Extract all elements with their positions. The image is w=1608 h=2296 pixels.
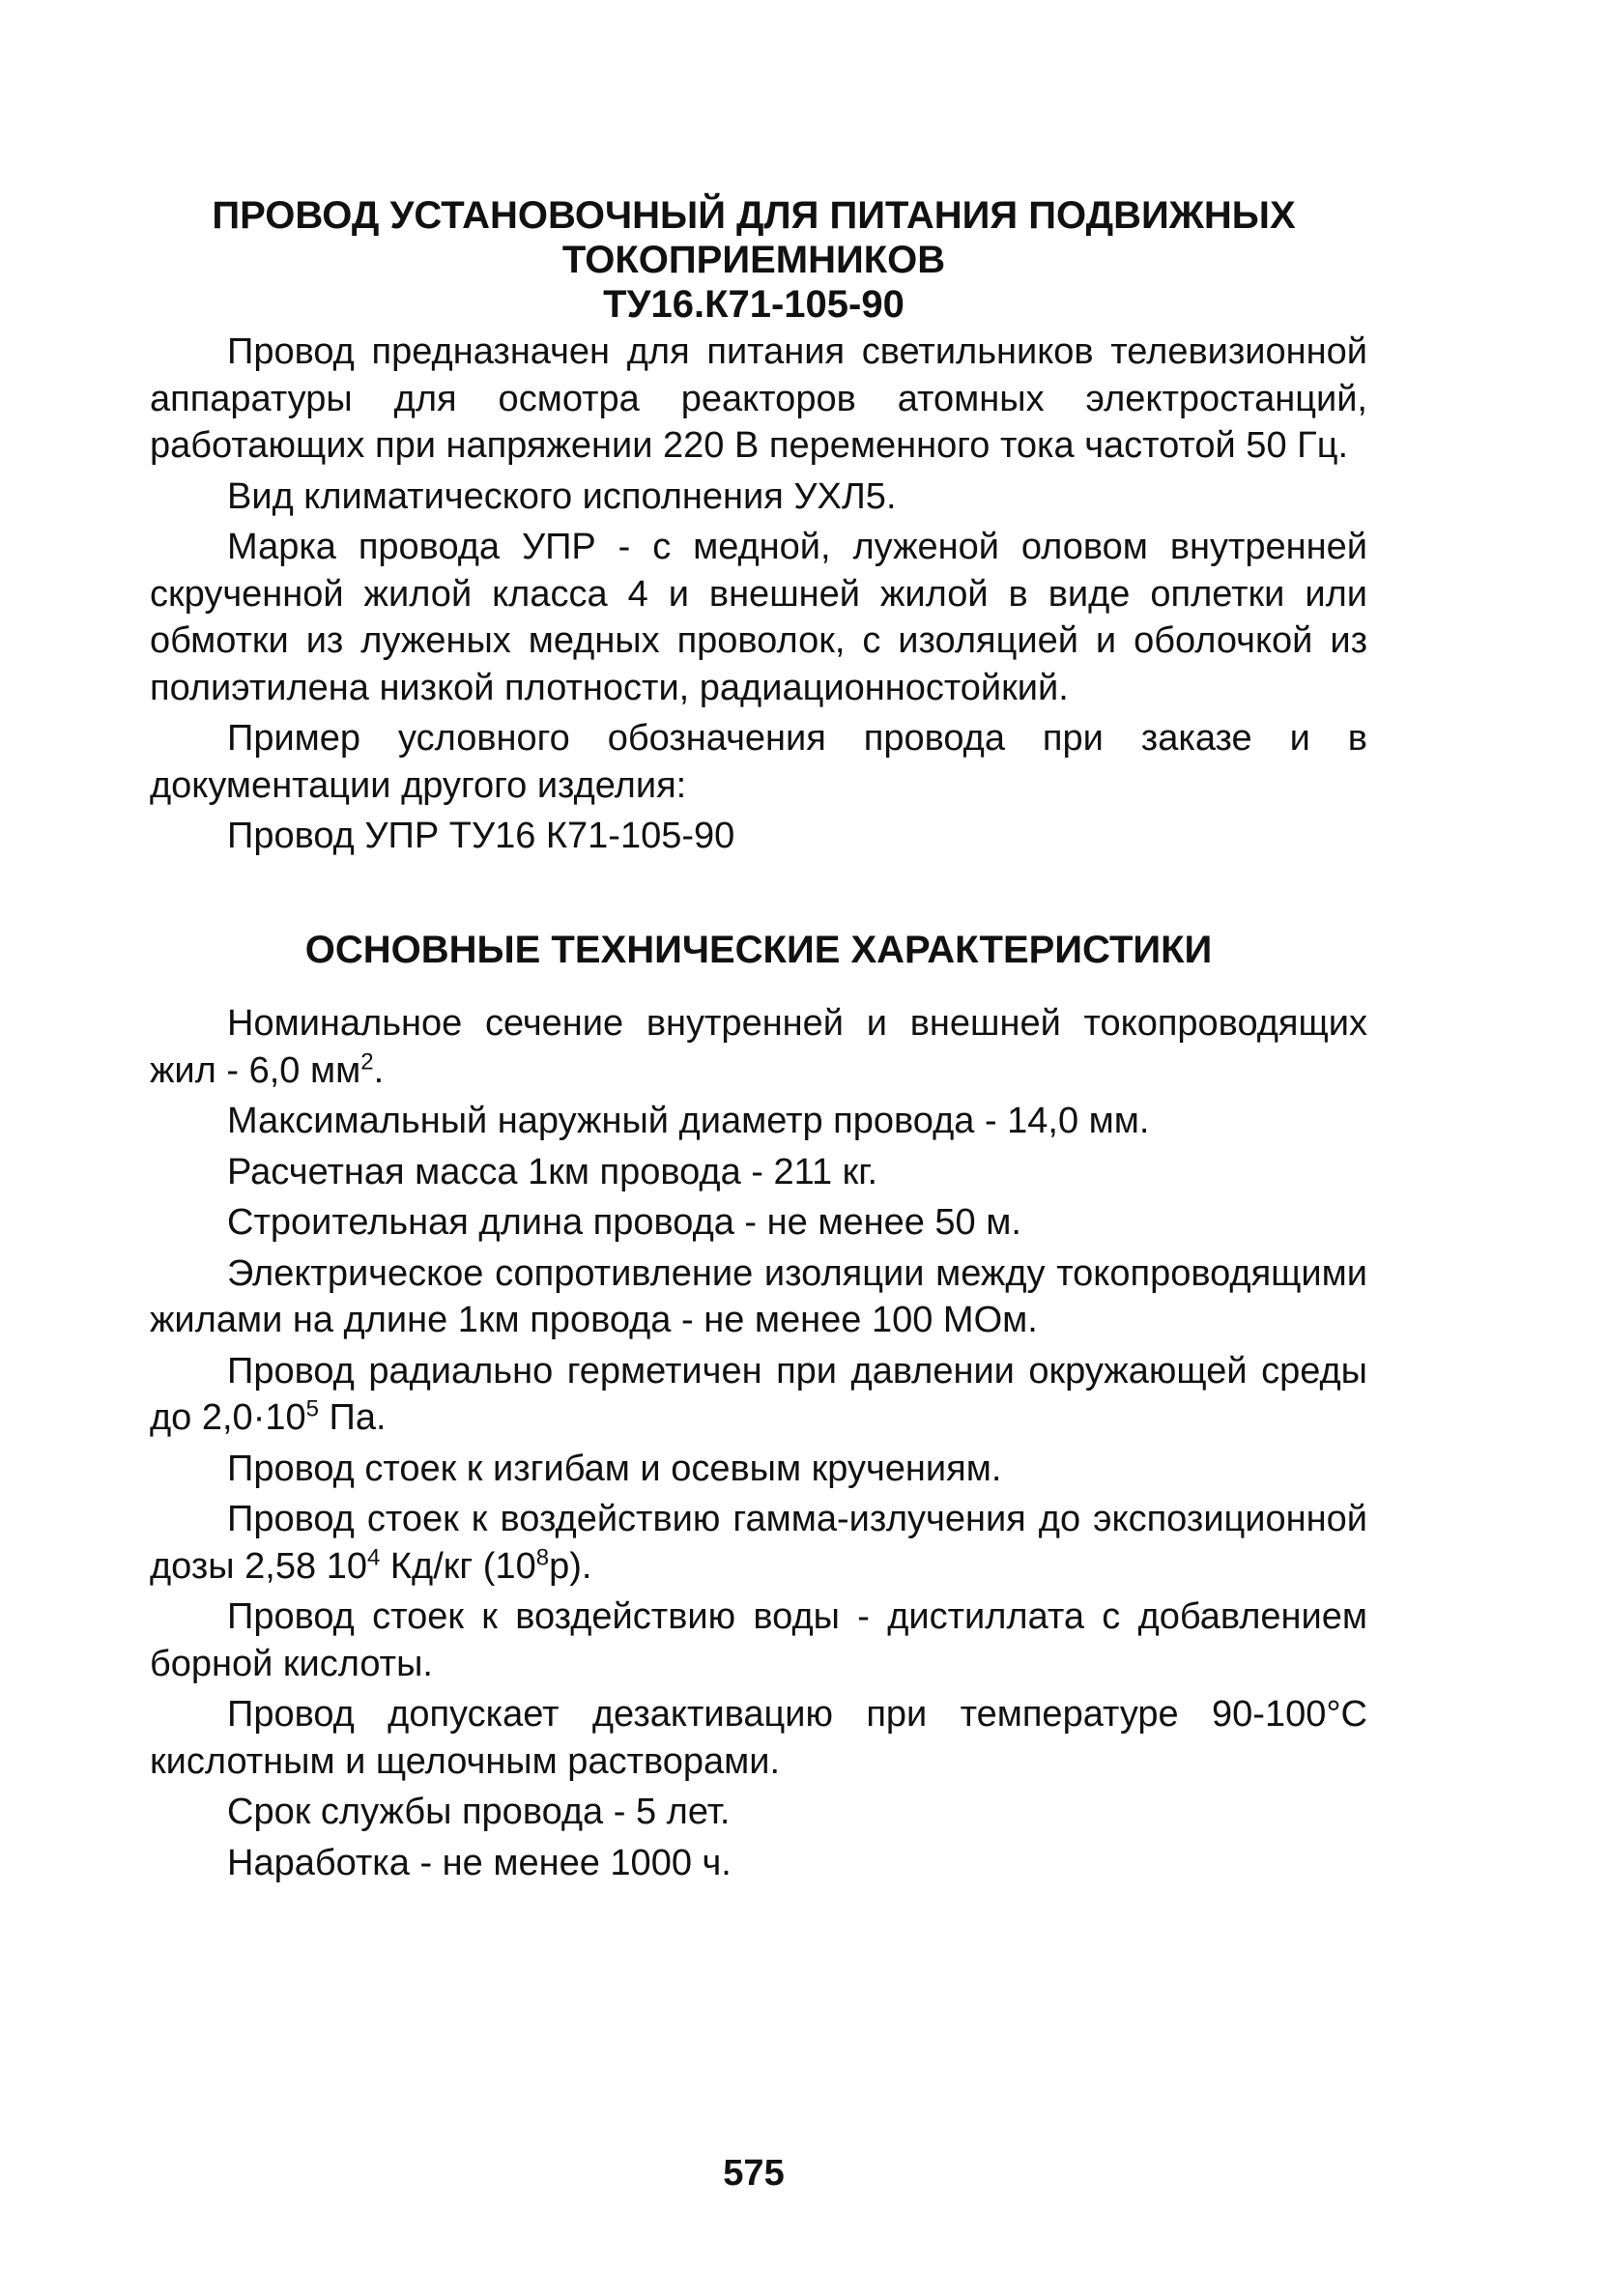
- spec-radiation: Провод стоек к воздействию гамма-излучения до экспозиционной дозы 2,58 $10^4$ Кд/кг $(10^8р)$.: [150, 1499, 1367, 1587]
- spec-resistance: Электрическое сопротивление изоляции между токопроводящими жилами на длине 1км провода - не менее 100 МОм.: [150, 1252, 1367, 1340]
- title-line-2: ТОКОПРИЕМНИКОВ: [561, 239, 946, 281]
- spec-diameter: Максимальный наружный диаметр провода - 14,0 мм.: [227, 1101, 1150, 1141]
- intro-paragraph-designation: Провод УПР ТУ16 К71-105-90: [227, 816, 735, 856]
- spec-operating-time: Наработка - не менее 1000 ч.: [227, 1842, 732, 1883]
- spec-hermetic: Провод радиально герметичен при давлении окружающей среды до $2,0\cdot 10^5$ Па.: [150, 1350, 1367, 1438]
- intro-paragraph-purpose: Провод предназначен для питания светильников телевизионной аппаратуры для осмотра реакторов атомных электростанций, работающих при напряжении 220 В переменного тока частотой 50 Гц.: [150, 331, 1367, 466]
- spec-length: Строительная длина провода - не менее 50 м.: [227, 1202, 1021, 1243]
- intro-paragraph-example: Пример условного обозначения провода при заказе и в документации другого изделия:: [150, 718, 1367, 806]
- spec-service-life: Срок службы провода - 5 лет.: [227, 1792, 731, 1832]
- title-spec: ТУ16.К71-105-90: [603, 283, 904, 326]
- document-title: [145, 193, 1363, 327]
- spec-mass: Расчетная масса 1км провода - 211 кг.: [227, 1151, 878, 1192]
- title-line-1: ПРОВОД УСТАНОВОЧНЫЙ ДЛЯ ПИТАНИЯ ПОДВИЖНЫХ: [212, 194, 1296, 237]
- specs-heading: ОСНОВНЫЕ ТЕХНИЧЕСКИЕ ХАРАКТЕРИСТИКИ: [304, 929, 1213, 971]
- spec-bending: Провод стоек к изгибам и осевым кручениям.: [227, 1448, 1002, 1489]
- intro-paragraph-brand: Марка провода УПР - с медной, луженой оловом внутренней скрученной жилой класса 4 и внешней жилой в виде оплетки или обмотки из луженых медных проволок, с изоляцией и оболочкой из полиэтилена низкой плотности, радиационностойкий.: [150, 527, 1367, 708]
- intro-paragraph-climate: Вид климатического исполнения УХЛ5.: [227, 475, 897, 517]
- spec-decontamination: Провод допускает дезактивацию при температуре 90-100°С кислотным и щелочным растворами.: [150, 1694, 1367, 1782]
- intro-section: [150, 329, 1367, 864]
- page-number: 575: [723, 2153, 785, 2194]
- spec-water: Провод стоек к воздействию воды - дистиллата с добавлением борной кислоты.: [150, 1596, 1367, 1684]
- specs-section: [150, 1000, 1367, 1890]
- spec-cross-section: Номинальное сечение внутренней и внешней токопроводящих жил - 6,0 $мм^2$.: [150, 1003, 1367, 1091]
